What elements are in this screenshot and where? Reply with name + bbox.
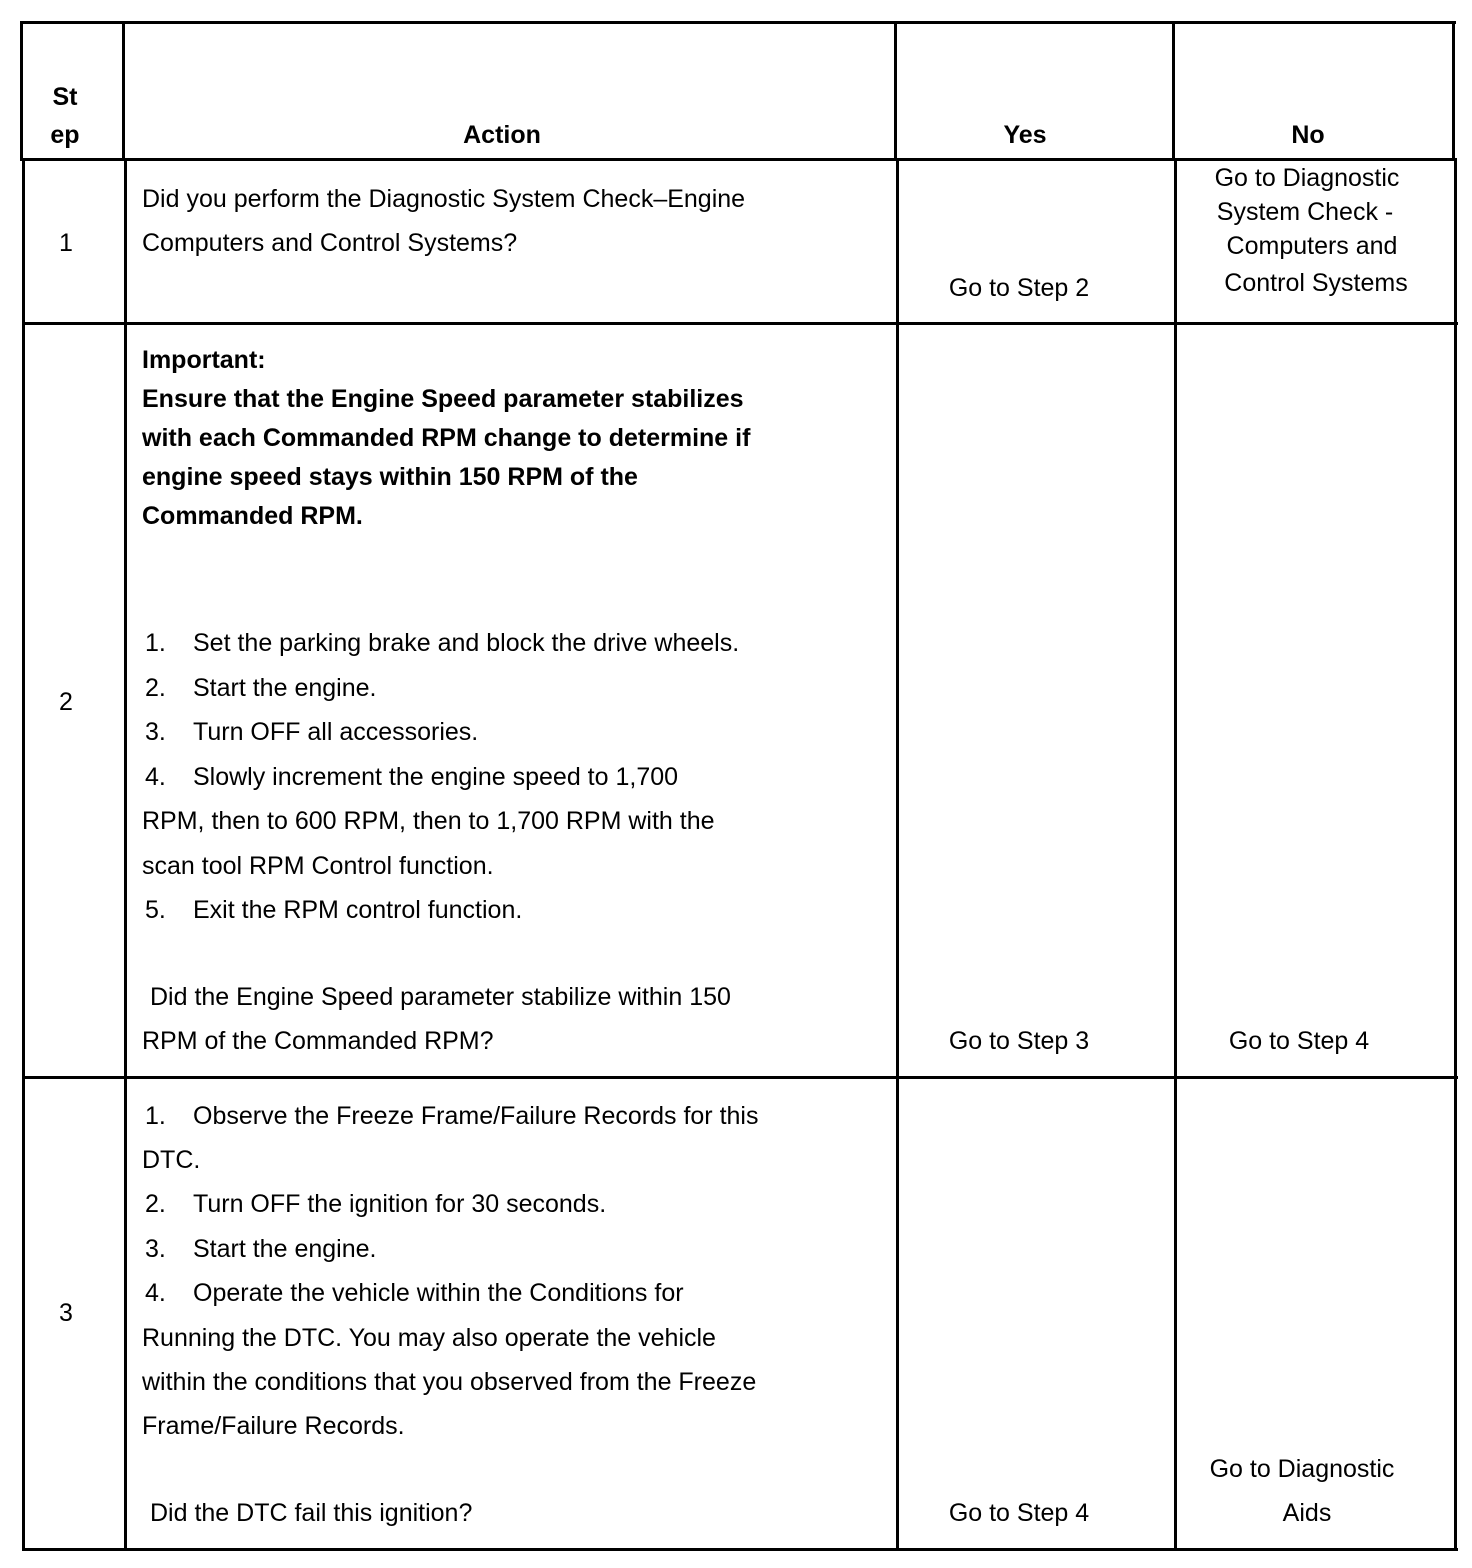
list-item — [145, 762, 678, 792]
list-item — [145, 1278, 684, 1308]
no-link: Go to Step 4 — [1228, 1027, 1370, 1055]
header-no: No — [1291, 121, 1325, 149]
table-border-right — [1452, 21, 1455, 161]
table-border-bottom — [22, 1548, 1458, 1551]
column-divider — [894, 21, 897, 161]
list-text: Turn OFF the ignition for 30 seconds. — [193, 1190, 607, 1218]
list-text-continued: Frame/Failure Records. — [142, 1412, 405, 1440]
table-border-left — [22, 158, 25, 1551]
list-text: Set the parking brake and block the drive wheels. — [193, 629, 740, 657]
action-text: Did you perform the Diagnostic System Check–Engine — [142, 185, 746, 213]
list-item — [145, 1189, 606, 1219]
no-link: Control Systems — [1224, 269, 1408, 297]
list-item — [145, 1234, 376, 1264]
yes-link: Go to Step 2 — [948, 274, 1090, 302]
list-number: 4. — [145, 1279, 166, 1307]
question-text: Did the DTC fail this ignition? — [150, 1499, 473, 1527]
header-step: ep — [50, 121, 80, 149]
header-divider — [20, 158, 1456, 161]
list-text-continued: Running the DTC. You may also operate the vehicle — [142, 1324, 716, 1352]
list-text: Turn OFF all accessories. — [193, 718, 479, 746]
important-text: with each Commanded RPM change to determine if — [142, 424, 751, 452]
list-item — [145, 717, 478, 747]
list-item — [145, 673, 376, 703]
yes-link: Go to Step 3 — [948, 1027, 1090, 1055]
list-number: 3. — [145, 1235, 166, 1263]
row-divider — [22, 1076, 1458, 1079]
list-text: Slowly increment the engine speed to 1,700 — [193, 763, 679, 791]
list-number: 1. — [145, 629, 166, 657]
no-link: Computers and — [1226, 232, 1398, 260]
column-divider — [124, 158, 127, 1551]
yes-link: Go to Step 4 — [948, 1499, 1090, 1527]
step-number: 1 — [59, 229, 73, 257]
list-number: 1. — [145, 1102, 166, 1130]
no-link: Aids — [1282, 1499, 1332, 1527]
header-step: St — [52, 83, 78, 111]
important-text: engine speed stays within 150 RPM of the — [142, 463, 638, 491]
list-number: 5. — [145, 896, 166, 924]
list-text: Start the engine. — [193, 1235, 377, 1263]
table-border-right — [1454, 158, 1457, 1551]
important-label: Important: — [142, 346, 266, 374]
list-text-continued: scan tool RPM Control function. — [142, 852, 494, 880]
important-text: Ensure that the Engine Speed parameter stabilizes — [142, 385, 744, 413]
no-link: System Check - — [1216, 198, 1394, 226]
action-text: Computers and Control Systems? — [142, 229, 518, 257]
row-divider — [22, 322, 1458, 325]
column-divider — [122, 21, 125, 161]
header-action: Action — [463, 121, 541, 149]
list-number: 2. — [145, 674, 166, 702]
list-number: 2. — [145, 1190, 166, 1218]
table-border-top — [20, 21, 1456, 24]
no-link: Go to Diagnostic — [1209, 1455, 1395, 1483]
list-text-continued: RPM, then to 600 RPM, then to 1,700 RPM with the — [142, 807, 715, 835]
header-yes: Yes — [1003, 121, 1047, 149]
column-divider — [896, 158, 899, 1551]
important-text: Commanded RPM. — [142, 502, 363, 530]
list-item — [145, 1101, 758, 1131]
list-text-continued: DTC. — [142, 1146, 201, 1174]
list-item — [145, 628, 739, 658]
list-text: Operate the vehicle within the Conditions for — [193, 1279, 684, 1307]
step-number: 3 — [59, 1299, 73, 1327]
question-text: RPM of the Commanded RPM? — [142, 1027, 494, 1055]
table-border-left — [20, 21, 23, 161]
list-text: Start the engine. — [193, 674, 377, 702]
list-text: Observe the Freeze Frame/Failure Records for this — [193, 1102, 759, 1130]
column-divider — [1174, 158, 1177, 1551]
question-text: Did the Engine Speed parameter stabilize within 150 — [150, 983, 731, 1011]
no-link: Go to Diagnostic — [1214, 164, 1400, 192]
list-text-continued: within the conditions that you observed from the Freeze — [142, 1368, 757, 1396]
step-number: 2 — [59, 688, 73, 716]
column-divider — [1172, 21, 1175, 161]
list-text: Exit the RPM control function. — [193, 896, 523, 924]
list-item — [145, 895, 522, 925]
list-number: 3. — [145, 718, 166, 746]
list-number: 4. — [145, 763, 166, 791]
